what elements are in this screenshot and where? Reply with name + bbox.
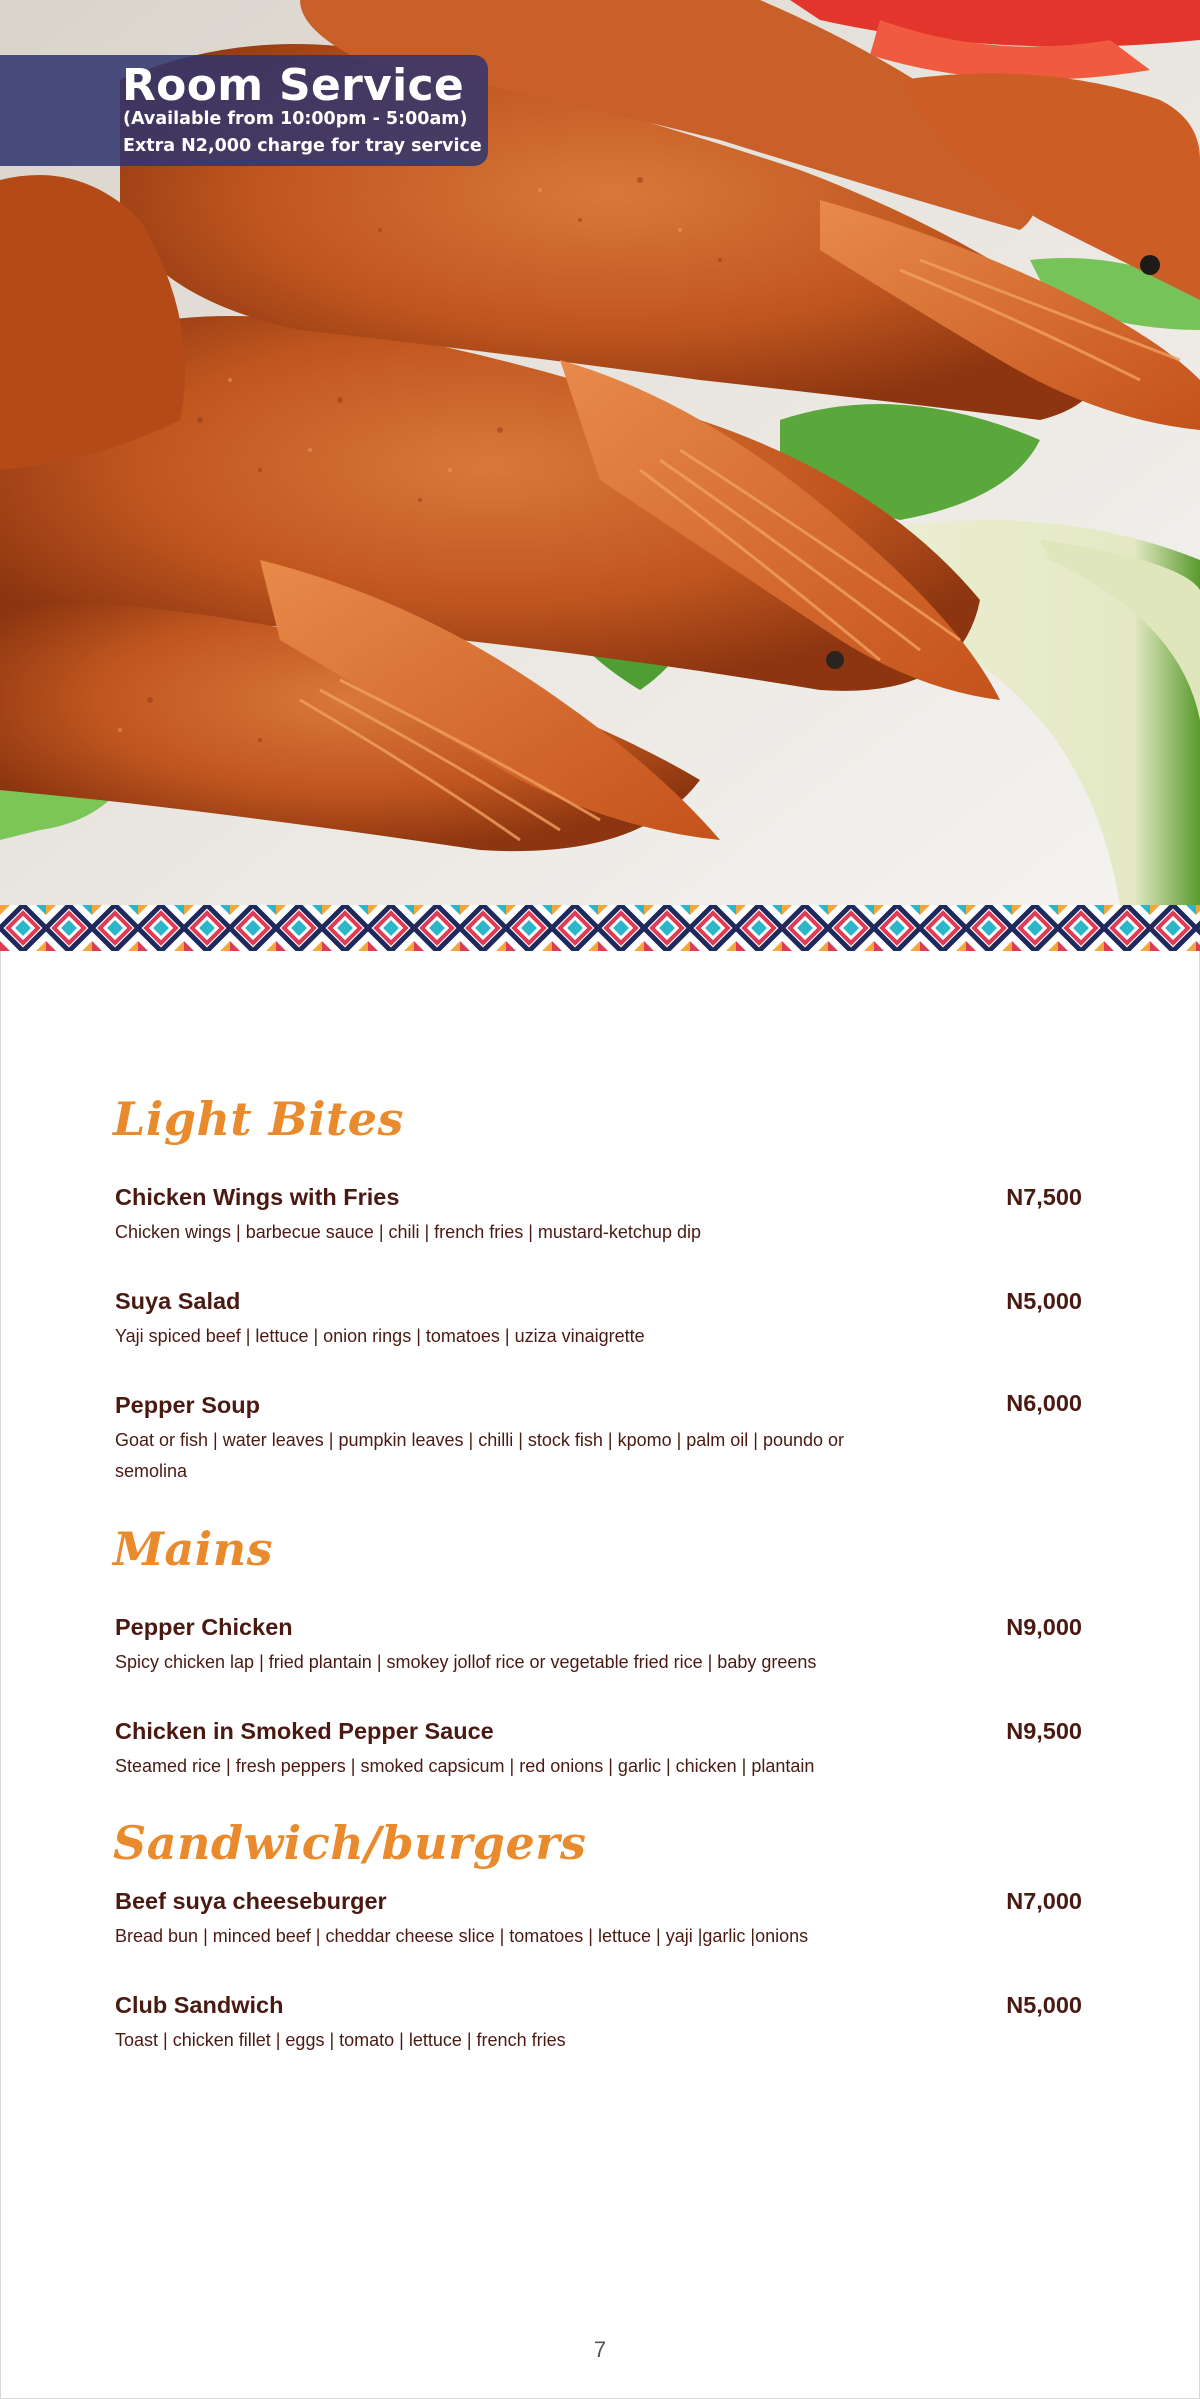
- menu-item-description: Spicy chicken lap | fried plantain | smokey jollof rice or vegetable fried rice | baby greens: [115, 1652, 817, 1672]
- menu-item-name: Chicken Wings with Fries: [115, 1184, 400, 1210]
- menu-item-name: Club Sandwich: [115, 1992, 284, 2018]
- menu-item-price: N5,000: [1006, 1992, 1082, 2018]
- menu-item-name: Pepper Soup: [115, 1392, 260, 1418]
- menu-item-description: Toast | chicken fillet | eggs | tomato | lettuce | french fries: [115, 2030, 566, 2050]
- menu-item-description: Steamed rice | fresh peppers | smoked capsicum | red onions | garlic | chicken | plantain: [115, 1756, 815, 1776]
- section-title-mains: Mains: [113, 1522, 274, 1576]
- decorative-pattern-strip: [0, 905, 1200, 951]
- menu-item-name: Chicken in Smoked Pepper Sauce: [115, 1718, 494, 1744]
- page-title: Room Service: [122, 60, 465, 111]
- menu-item-name: Pepper Chicken: [115, 1614, 293, 1640]
- menu-item-price: N9,000: [1006, 1614, 1082, 1640]
- menu-item-description: Bread bun | minced beef | cheddar cheese slice | tomatoes | lettuce | yaji |garlic |onions: [115, 1926, 809, 1946]
- menu-item-name: Suya Salad: [115, 1288, 241, 1314]
- menu-item-name: Beef suya cheeseburger: [115, 1888, 387, 1914]
- menu-item-price: N7,500: [1006, 1184, 1082, 1210]
- menu-item-description: Chicken wings | barbecue sauce | chili | french fries | mustard-ketchup dip: [115, 1222, 701, 1242]
- section-title-sandwich-burgers: Sandwich/burgers: [113, 1816, 587, 1870]
- menu-item-price: N6,000: [1006, 1390, 1082, 1416]
- menu-item-price: N5,000: [1006, 1288, 1082, 1314]
- menu-item-description: Goat or fish | water leaves | pumpkin leaves | chilli | stock fish | kpomo | palm oil | poundo or semolina: [115, 1430, 845, 1481]
- menu-item-price: N9,500: [1006, 1718, 1082, 1744]
- tray-charge-note: Extra N2,000 charge for tray service: [123, 136, 482, 156]
- availability-hours: (Available from 10:00pm - 5:00am): [123, 109, 468, 129]
- page-number: 7: [593, 2337, 607, 2362]
- section-title-light-bites: Light Bites: [113, 1092, 404, 1146]
- menu-item-price: N7,000: [1006, 1888, 1082, 1914]
- menu-item-description: Yaji spiced beef | lettuce | onion rings | tomatoes | uziza vinaigrette: [115, 1326, 645, 1346]
